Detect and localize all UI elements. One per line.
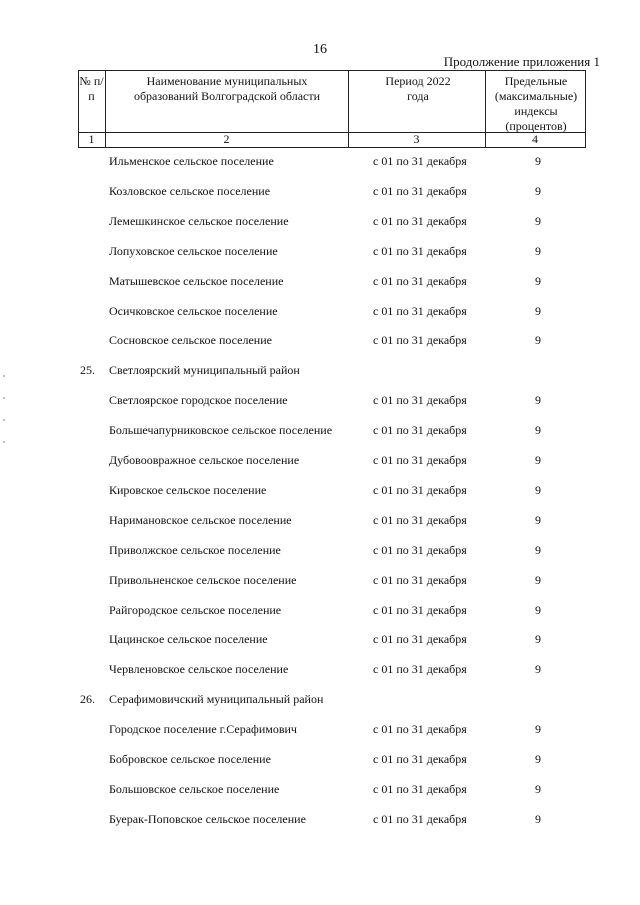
header-right-border [585, 70, 586, 148]
row-name: Райгородское сельское поселение [109, 602, 282, 617]
row-number: 26. [80, 692, 95, 707]
row-period: с 01 по 31 декабря [373, 781, 467, 796]
row-period: с 01 по 31 декабря [373, 632, 467, 647]
row-index: 9 [535, 632, 541, 647]
row-name: Наримановское сельское поселение [109, 512, 292, 527]
row-index: 9 [535, 183, 541, 198]
row-name: Привольненское сельское поселение [109, 572, 297, 587]
settlement-row [0, 812, 640, 832]
row-index: 9 [535, 333, 541, 348]
settlement-row [0, 603, 640, 623]
row-name: Ильменское сельское поселение [109, 154, 274, 168]
row-name: Лопуховское сельское поселение [109, 243, 278, 258]
row-index: 9 [535, 722, 541, 737]
row-period: с 01 по 31 декабря [373, 333, 467, 348]
settlement-row [0, 184, 640, 204]
row-index: 9 [535, 512, 541, 527]
settlement-row [0, 752, 640, 772]
district-row [0, 363, 640, 383]
row-index: 9 [535, 482, 541, 497]
row-index: 9 [535, 243, 541, 258]
settlement-row [0, 244, 640, 264]
settlement-row [0, 722, 640, 742]
row-name: Осичковское сельское поселение [109, 303, 278, 318]
header-col-index: Предельные (максимальные) индексы (процентов) [494, 74, 578, 133]
row-period: с 01 по 31 декабря [373, 453, 467, 467]
row-index: 9 [535, 273, 541, 288]
row-name: Большечапурниковское сельское поселение [109, 423, 333, 438]
header-bottom-border [78, 147, 586, 148]
row-index: 9 [535, 303, 541, 318]
settlement-row [0, 483, 640, 503]
row-period: с 01 по 31 декабря [373, 542, 467, 557]
row-period: с 01 по 31 декабря [373, 393, 467, 408]
settlement-row [0, 513, 640, 533]
row-period: с 01 по 31 декабря [373, 213, 467, 228]
settlement-row [0, 543, 640, 563]
row-name: Светлоярское городское поселение [109, 393, 288, 408]
row-index: 9 [535, 453, 541, 467]
header-col-period: Период 2022 года [385, 74, 451, 103]
row-name: Серафимовичский муниципальный район [109, 692, 324, 707]
page-number: 16 [313, 42, 327, 57]
header-col-number: № п/п [79, 74, 104, 103]
settlement-row [0, 304, 640, 324]
row-name: Сосновское сельское поселение [109, 333, 272, 348]
header-num-3: 3 [413, 132, 420, 146]
row-number: 25. [80, 363, 95, 378]
row-period: с 01 по 31 декабря [373, 811, 467, 826]
row-period: с 01 по 31 декабря [373, 303, 467, 318]
row-index: 9 [535, 811, 541, 826]
row-period: с 01 по 31 декабря [373, 602, 467, 617]
row-name: Буерак-Поповское сельское поселение [109, 811, 306, 826]
row-period: с 01 по 31 декабря [373, 273, 467, 288]
row-name: Цацинское сельское поселение [109, 632, 268, 647]
row-index: 9 [535, 154, 541, 168]
row-name: Кировское сельское поселение [109, 482, 267, 497]
row-period: с 01 по 31 декабря [373, 482, 467, 497]
row-period: с 01 по 31 декабря [373, 752, 467, 766]
row-name: Червленовское сельское поселение [109, 662, 289, 677]
settlement-row [0, 274, 640, 294]
header-top-border [78, 70, 586, 71]
settlement-row [0, 423, 640, 443]
settlement-row [0, 573, 640, 593]
margin-marks [3, 375, 6, 495]
row-index: 9 [535, 393, 541, 408]
row-period: с 01 по 31 декабря [373, 512, 467, 527]
row-name: Козловское сельское поселение [109, 183, 271, 198]
row-period: с 01 по 31 декабря [373, 662, 467, 677]
row-name: Большовское сельское поселение [109, 781, 280, 796]
header-num-1: 1 [88, 132, 95, 146]
row-index: 9 [535, 752, 541, 766]
settlement-row [0, 154, 640, 174]
row-period: с 01 по 31 декабря [373, 722, 467, 737]
row-name: Приволжское сельское поселение [109, 542, 281, 557]
row-index: 9 [535, 662, 541, 677]
row-name: Городское поселение г.Серафимович [109, 722, 297, 737]
row-period: с 01 по 31 декабря [373, 243, 467, 258]
table-header [78, 70, 586, 148]
settlement-row [0, 333, 640, 353]
row-period: с 01 по 31 декабря [373, 423, 467, 438]
settlement-row [0, 393, 640, 413]
row-index: 9 [535, 572, 541, 587]
row-index: 9 [535, 213, 541, 228]
row-index: 9 [535, 423, 541, 438]
continuation-note: Продолжение приложения 1 [443, 54, 600, 69]
row-index: 9 [535, 602, 541, 617]
row-name: Лемешкинское сельское поселение [109, 213, 289, 228]
row-name: Матышевское сельское поселение [109, 273, 284, 288]
header-num-4: 4 [532, 132, 538, 146]
settlement-row [0, 662, 640, 682]
settlement-row [0, 632, 640, 652]
row-index: 9 [535, 781, 541, 796]
district-row [0, 692, 640, 712]
row-name: Светлоярский муниципальный район [109, 363, 300, 378]
settlement-row [0, 453, 640, 473]
settlement-row [0, 214, 640, 234]
row-period: с 01 по 31 декабря [373, 154, 467, 168]
header-num-2: 2 [223, 132, 230, 146]
row-period: с 01 по 31 декабря [373, 183, 467, 198]
row-period: с 01 по 31 декабря [373, 572, 467, 587]
header-col-name: Наименование муниципальных образований Волгоградской области [133, 74, 321, 103]
row-name: Бобровское сельское поселение [109, 752, 271, 766]
row-name: Дубовоовражное сельское поселение [109, 453, 300, 467]
row-index: 9 [535, 542, 541, 557]
settlement-row [0, 782, 640, 802]
